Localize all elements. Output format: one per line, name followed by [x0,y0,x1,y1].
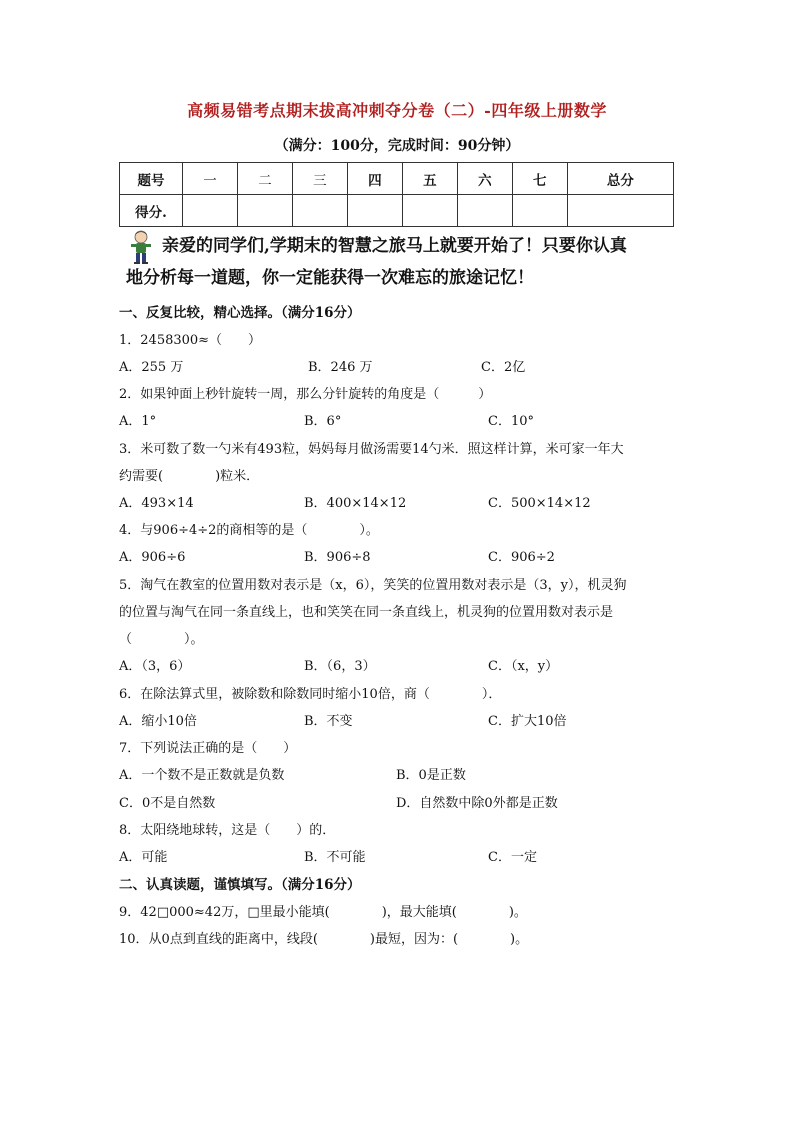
option-a[interactable]: A．906÷6 [119,550,186,565]
page-subtitle: （满分：100分，完成时间：90分钟） [274,138,520,154]
score-header-cell: 二 [237,163,292,195]
option-c[interactable]: C．500×14×12 [488,496,591,511]
score-entry-cell[interactable] [567,195,673,227]
option-c[interactable]: C．0不是自然数 [119,796,216,811]
option-d[interactable]: D．自然数中除0外都是正数 [396,796,558,811]
option-b[interactable]: B．不变 [304,714,353,729]
score-header-cell: 总分 [567,163,673,195]
option-c[interactable]: C．一定 [488,850,537,865]
question-stem-cont: （ ）。 [119,632,204,647]
intro-message [126,230,682,294]
option-b[interactable]: B．（6，3） [304,659,376,674]
page-title: 高频易错考点期末拔高冲刺夺分卷（二）-四年级上册数学 [187,101,607,120]
question-stem: 1．2458300≈（ ） [119,333,262,348]
option-b[interactable]: B．400×14×12 [304,496,407,511]
option-a[interactable]: A．1° [119,414,157,429]
option-c[interactable]: C．（x，y） [488,659,559,674]
option-c[interactable]: C．10° [488,414,534,429]
question-stem-cont: 约需要( )粒米． [119,469,260,484]
question-stem: 5．淘气在教室的位置用数对表示是（x，6），笑笑的位置用数对表示是（3，y），机灵狗 [119,578,627,593]
score-table [119,162,674,227]
score-header-cell: 五 [402,163,457,195]
score-entry-cell[interactable] [512,195,567,227]
section-heading: 二、认真读题，谨慎填写。（满分16分） [119,877,361,893]
option-b[interactable]: B．906÷8 [304,550,371,565]
score-header-cell: 题号 [120,163,183,195]
score-row-label: 得分. [120,195,183,227]
option-a[interactable]: A．255 万 [119,360,184,375]
option-a[interactable]: A．493×14 [119,496,194,511]
score-entry-cell[interactable] [292,195,347,227]
score-entry-cell[interactable] [183,195,238,227]
option-b[interactable]: B．不可能 [304,850,366,865]
option-a[interactable]: A．（3，6） [119,659,191,674]
question-stem: 8．太阳绕地球转，这是（ ）的． [119,823,336,838]
option-b[interactable]: B．6° [304,414,342,429]
question-stem: 9．42□000≈42万，□里最小能填( )，最大能填( )。 [119,905,527,920]
score-header-cell: 一 [183,163,238,195]
option-a[interactable]: A．可能 [119,850,168,865]
option-b[interactable]: B．0是正数 [396,768,466,783]
question-stem: 7．下列说法正确的是（ ） [119,741,297,756]
cartoon-kid-icon [126,229,156,265]
question-stem: 4．与906÷4÷2的商相等的是（ ）。 [119,523,379,538]
score-entry-cell[interactable] [237,195,292,227]
score-entry-cell[interactable] [457,195,512,227]
option-a[interactable]: A．缩小10倍 [119,714,197,729]
score-header-cell: 六 [457,163,512,195]
option-a[interactable]: A．一个数不是正数就是负数 [119,768,285,783]
question-stem: 2．如果钟面上秒针旋转一周，那么分针旋转的角度是（ ） [119,387,492,402]
score-entry-cell[interactable] [402,195,457,227]
question-stem: 10．从0点到直线的距离中，线段( )最短，因为：( )。 [119,932,529,947]
score-entry-cell[interactable] [347,195,402,227]
score-header-cell: 四 [347,163,402,195]
question-stem: 3．米可数了数一勺米有493粒，妈妈每月做汤需要14勺米．照这样计算，米可家一年大 [119,442,624,457]
intro-line: 亲爱的同学们,学期末的智慧之旅马上就要开始了！只要你认真 [162,236,627,256]
option-c[interactable]: C．扩大10倍 [488,714,567,729]
question-stem-cont: 的位置与淘气在同一条直线上，也和笑笑在同一条直线上，机灵狗的位置用数对表示是 [119,605,614,620]
option-b[interactable]: B．246 万 [308,360,373,375]
section-heading: 一、反复比较，精心选择。（满分16分） [119,305,361,321]
question-stem: 6．在除法算式里，被除数和除数同时缩小10倍，商（ ）． [119,687,502,702]
option-c[interactable]: C．906÷2 [488,550,555,565]
score-table-score-row [120,195,674,227]
option-c[interactable]: C．2亿 [481,360,526,375]
score-header-cell: 七 [512,163,567,195]
score-table-header-row [120,163,674,195]
intro-line: 地分析每一道题，你一定能获得一次难忘的旅途记忆！ [126,268,534,288]
score-header-cell: 三 [292,163,347,195]
